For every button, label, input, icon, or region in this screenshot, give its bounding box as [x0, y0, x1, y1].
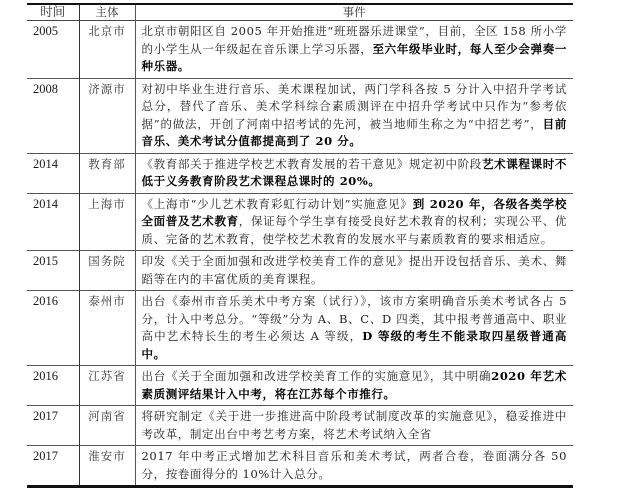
- events-table: [27, 3, 573, 488]
- cell-subject: 教育部: [79, 153, 135, 193]
- cell-subject: 江苏省: [79, 366, 135, 406]
- event-text-emphasis: 目前音乐、美术考试分值都提高到了 20 分。: [141, 116, 567, 148]
- cell-year: 2008: [33, 81, 58, 96]
- table-row: [27, 366, 573, 406]
- header-time: 时间: [40, 5, 66, 19]
- cell-year: 2016: [33, 294, 58, 308]
- table-row: [27, 291, 573, 366]
- event-text: 出台《泰州市音乐美术中考方案（试行）》，该市方案明确音乐美术考试各占 5 分，计入中考总分。“等级”分为 A、B、C、D 四类，其中报考普通高中、职业高中艺术特长生的考生必须达 A 等级，: [141, 294, 567, 343]
- cell-year: 2016: [33, 369, 58, 383]
- cell-subject: 上海市: [79, 193, 135, 251]
- header-event: 事件: [135, 4, 573, 21]
- cell-subject: 淮安市: [79, 446, 135, 487]
- event-text: 出台《关于全面加强和改进学校美育工作的实施意见》，其中明确: [141, 369, 492, 383]
- cell-event: [135, 21, 573, 79]
- header-subject: 主体: [79, 4, 135, 21]
- cell-subject: 河南省: [79, 406, 135, 446]
- event-text: 《教育部关于推进学校艺术教育发展的若干意见》规定初中阶段: [141, 156, 482, 171]
- cell-event: [135, 193, 573, 251]
- event-text: 《上海市“少儿艺术教育彩虹行动计划”实施意见》: [141, 196, 413, 211]
- cell-event: [135, 153, 573, 193]
- event-text: 将研究制定《关于进一步推进高中阶段考试制度改革的实施意见》，稳妥推进中考改革，制定出台中考艺考方案，将艺术考试纳入全省: [141, 409, 567, 441]
- table-row: [27, 406, 573, 446]
- table-row: [27, 251, 573, 291]
- event-text-emphasis: 到 2020 年，各级各类学校全面普及艺术教育: [141, 196, 567, 228]
- cell-subject: 济源市: [79, 78, 135, 153]
- cell-year: 2005: [33, 24, 58, 38]
- table-row: [27, 193, 573, 251]
- cell-subject: 泰州市: [79, 291, 135, 366]
- cell-year: 2017: [33, 409, 58, 423]
- event-text-emphasis: 2020 年艺术素质测评结果计入中考，将在江苏每个市推行。: [141, 369, 568, 401]
- cell-year: 2014: [33, 196, 58, 211]
- cell-event: [135, 406, 573, 446]
- table-header-row: [27, 4, 573, 21]
- cell-year: 2015: [33, 254, 58, 268]
- cell-event: [135, 291, 573, 366]
- cell-event: [135, 446, 573, 487]
- event-text-emphasis: D 等级的考生不能录取四星级普通高中。: [141, 329, 567, 361]
- event-text: 北京市朝阳区自 2005 年开始推进“班班器乐进课堂”，目前，全区 158 所小学的小学生从一年级起在音乐课上学习乐器，: [141, 24, 567, 56]
- event-text: 2017 年中考正式增加艺术科目音乐和美术考试，两者合卷，卷面满分各 50 分，按卷面得分的 10%计入总分。: [141, 449, 567, 481]
- cell-subject: 国务院: [79, 251, 135, 291]
- event-text-emphasis: 艺术课程课时不低于义务教育阶段艺术课程总课时的 20%。: [141, 156, 568, 188]
- table-row: [27, 21, 573, 79]
- cell-event: [135, 78, 573, 153]
- event-text: ，保证每个学生享有接受良好艺术教育的权利；实现公平、优质、完备的艺术教育，使学校艺术教育的发展水平与素质教育的要求相适应。: [141, 214, 567, 246]
- cell-event: [135, 251, 573, 291]
- cell-subject: 北京市: [79, 21, 135, 79]
- event-text-emphasis: 至六年级毕业时，每人至少会弹奏一种乐器。: [141, 41, 567, 73]
- event-text: 印发《关于全面加强和改进学校美育工作的意见》提出开设包括音乐、美术、舞蹈等在内的丰富优质的美育课程。: [141, 254, 567, 286]
- cell-year: 2014: [33, 156, 58, 171]
- event-text: 对初中毕业生进行音乐、美术课程加试，两门学科各按 5 分计入中招升学考试总分，替代了音乐、美术学科综合素质测评在中招升学考试中只作为“参考依据”的做法，开创了河南中招考试的先河，被当地师生称之为“中招艺考”，: [141, 81, 567, 131]
- table-row: [27, 446, 573, 487]
- cell-event: [135, 366, 573, 406]
- table-row: [27, 153, 573, 193]
- table-row: [27, 78, 573, 153]
- cell-year: 2017: [33, 449, 58, 463]
